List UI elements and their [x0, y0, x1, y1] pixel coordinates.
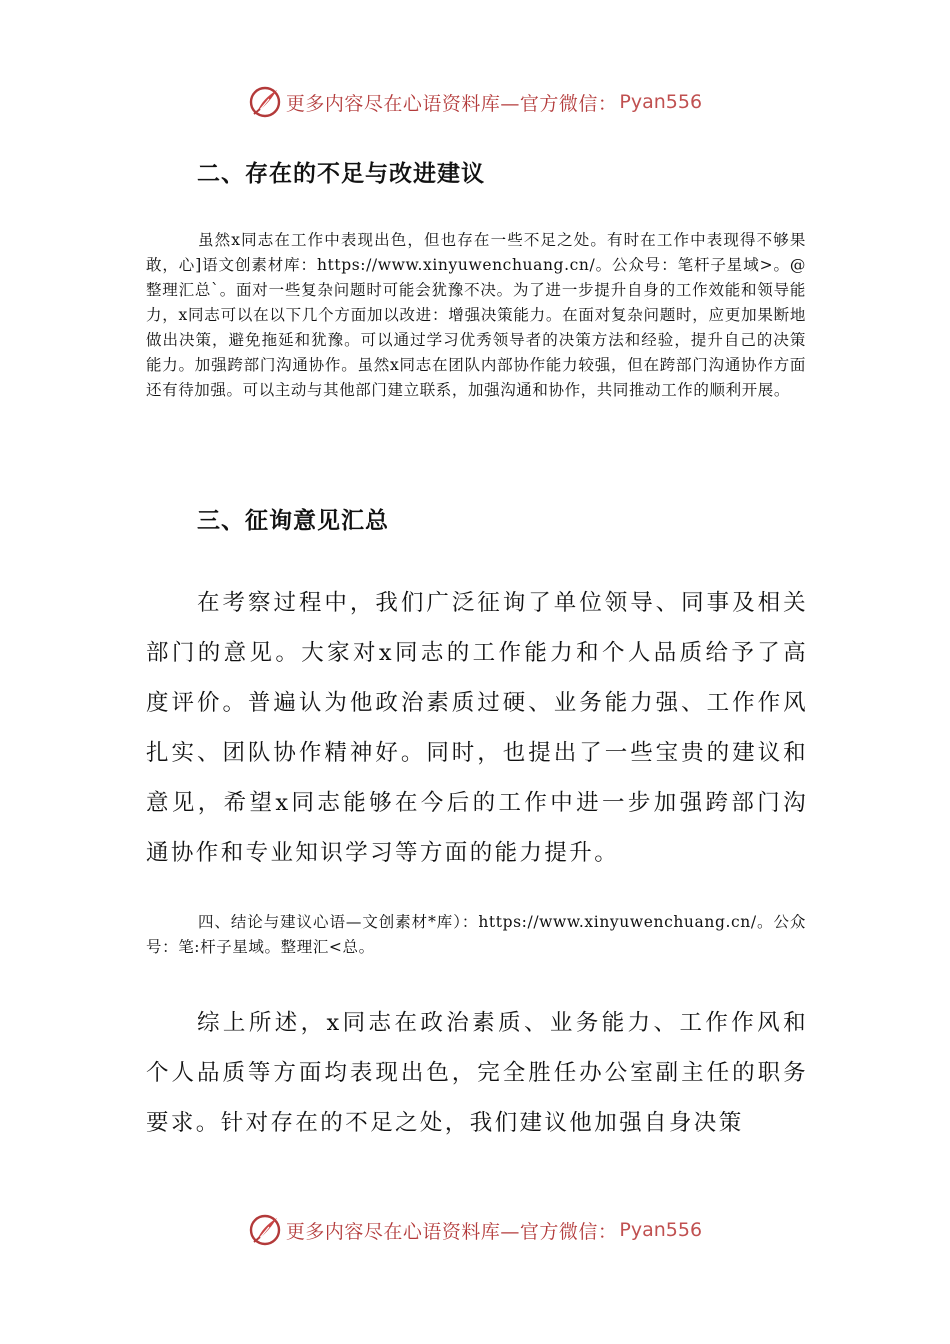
- banner-text: 更多内容尽在心语资料库—官方微信：: [285, 1220, 618, 1243]
- header-banner: [0, 82, 950, 122]
- footer-banner: [0, 1210, 950, 1250]
- paragraph-shortcomings: 虽然x同志在工作中表现出色，但也存在一些不足之处。有时在工作中表现得不够果敢，心]语文创素材库：https://www.xinyuwenchuang.cn/。公众号：笔杆子星域>。@整理汇总`。面对一些复杂问题时可能会犹豫不决。为了进一步提升自身的工作效能和领导能力，x同志可以在以下几个方面加以改进：增强决策能力。在面对复杂问题时，应更加果断地做出决策，避免拖延和犹豫。可以通过学习优秀领导者的决策方法和经验，提升自己的决策能力。加强跨部门沟通协作。虽然x同志在团队内部协作能力较强，但在跨部门沟通协作方面还有待加强。可以主动与其他部门建立联系，加强沟通和协作，共同推动工作的顺利开展。: [146, 231, 806, 399]
- section-heading-3: 三、征询意见汇总: [197, 508, 389, 534]
- banner-wechat-handle: Pyan556: [619, 1219, 703, 1241]
- paragraph-conclusion: 综上所述，x同志在政治素质、业务能力、工作作风和个人品质等方面均表现出色，完全胜任办公室副主任的职务要求。针对存在的不足之处，我们建议他加强自身决策: [146, 1010, 808, 1136]
- paragraph-conclusion-heading: 四、结论与建议心语—文创素材*库）：https://www.xinyuwenchuang.cn/。公众号：笔:杆子星域。整理汇<总。: [146, 913, 806, 956]
- section-heading-2: 二、存在的不足与改进建议: [197, 161, 485, 187]
- quill-pen-circle-icon: [248, 1213, 282, 1247]
- banner-wechat-handle: Pyan556: [619, 91, 703, 113]
- quill-pen-circle-icon: [248, 85, 282, 119]
- banner-text: 更多内容尽在心语资料库—官方微信：: [285, 92, 618, 115]
- paragraph-opinions: 在考察过程中，我们广泛征询了单位领导、同事及相关部门的意见。大家对x同志的工作能力和个人品质给予了高度评价。普遍认为他政治素质过硬、业务能力强、工作作风扎实、团队协作精神好。同时，也提出了一些宝贵的建议和意见，希望x同志能够在今后的工作中进一步加强跨部门沟通协作和专业知识学习等方面的能力提升。: [146, 590, 808, 866]
